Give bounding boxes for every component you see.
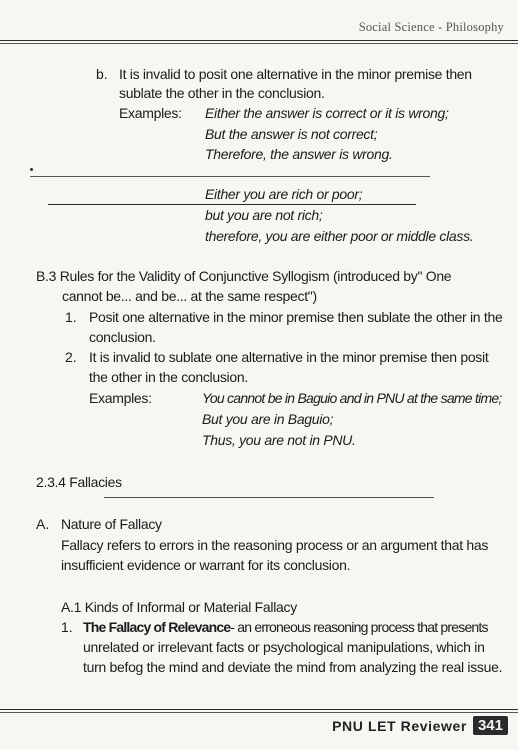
a1-item-line-1 [83,618,488,636]
rule-b-example-1-line-1: Either the answer is correct or it is wrong; [205,105,449,121]
a1-item-line-1-rest: - an erroneous reasoning process that presents [230,619,488,635]
a1-item-line-2: unrelated or irrelevant facts or psychological manipulations, which in [83,639,485,655]
section-title: 2.3.4 Fallacies [36,474,122,490]
b3-example-line-2: But you are in Baguio; [202,411,334,427]
a1-heading: A.1 Kinds of Informal or Material Fallacy [61,599,297,615]
footer-rule-secondary [0,712,518,713]
rule-b-example-2-line-1: Either you are rich or poor; [205,186,363,202]
page-number: 341 [473,716,508,735]
b3-example-line-1: You cannot be in Baguio and in PNU at the same time; [202,390,502,406]
footer-rule [0,709,518,710]
footer [332,716,508,735]
rule-b-example-1-line-3: Therefore, the answer is wrong. [205,146,393,162]
b3-item-1-line-1: Posit one alternative in the minor premise then sublate the other in the [89,309,503,325]
rule-b-marker: b. [96,66,108,82]
b3-heading-line-1: B.3 Rules for the Validity of Conjunctive Syllogism (introduced by" One [36,268,452,284]
nature-line-2: insufficient evidence or warrant for its conclusion. [61,557,351,573]
a1-item-marker: 1. [61,619,73,635]
a1-item-term: The Fallacy of Relevance [83,619,231,635]
rule-b-line-2: sublate the other in the conclusion. [119,85,325,101]
nature-title: Nature of Fallacy [61,516,162,532]
divider-dashed [30,176,430,177]
a1-item-line-3: turn befog the mind and deviate the mind from analyzing the real issue. [83,659,503,675]
footer-label: PNU LET Reviewer [332,717,467,734]
b3-heading-line-2: cannot be... and be... at the same respect") [62,288,317,304]
b3-item-1-line-2: conclusion. [89,329,156,345]
header-rule [0,40,518,41]
rule-b-example-2-line-3: therefore, you are either poor or middle class. [205,228,474,244]
b3-item-2-marker: 2. [65,349,77,365]
rule-b-example-2-line-2: but you are not rich; [205,207,323,223]
rule-b-line-1: It is invalid to posit one alternative in the minor premise then [119,66,472,82]
divider-rule [48,204,416,205]
rule-b-examples-label: Examples: [119,105,182,121]
b3-examples-label: Examples: [89,390,152,406]
b3-item-2-line-1: It is invalid to sublate one alternative in the minor premise then posit [89,349,489,365]
header-rule-secondary [0,43,518,44]
section-divider [104,497,434,498]
nature-line-1: Fallacy refers to errors in the reasoning process or an argument that has [61,537,489,553]
rule-b-example-1-line-2: But the answer is not correct; [205,126,378,142]
b3-item-2-line-2: the other in the conclusion. [89,369,248,385]
ink-speck [30,168,33,171]
running-header: Social Science - Philosophy [358,20,504,34]
nature-marker: A. [36,516,50,532]
b3-example-line-3: Thus, you are not in PNU. [202,432,356,448]
b3-item-1-marker: 1. [65,309,77,325]
